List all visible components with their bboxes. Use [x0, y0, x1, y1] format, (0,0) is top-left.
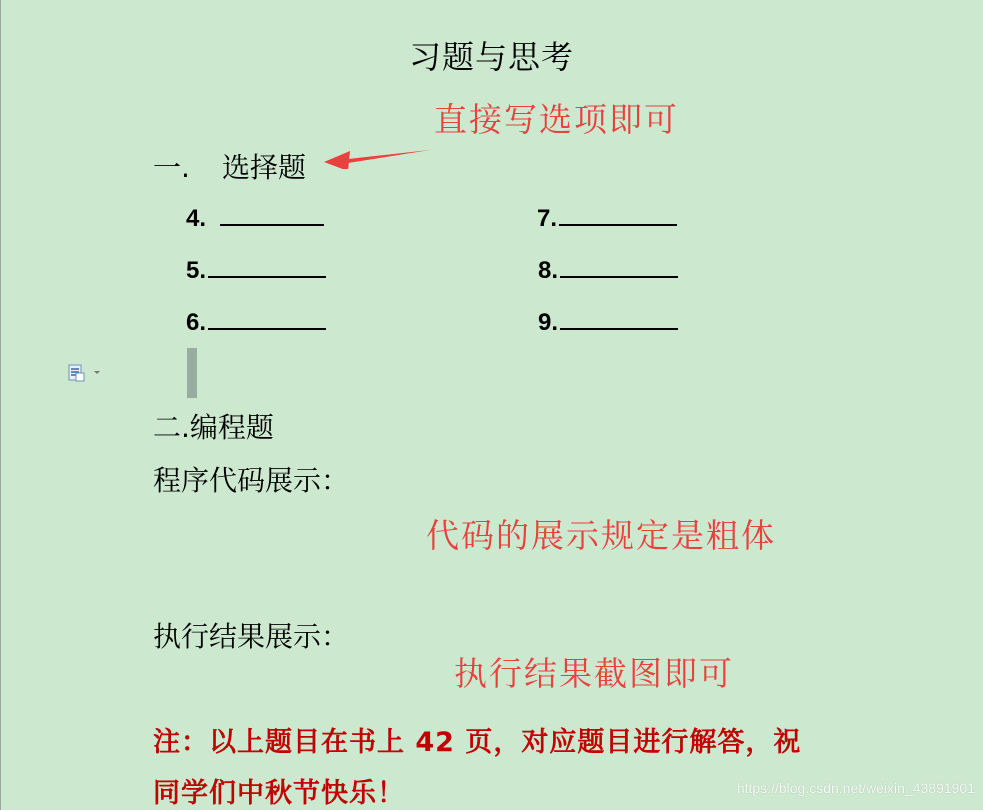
- arrow-annotation-icon: [318, 145, 434, 169]
- answer-7[interactable]: [537, 204, 677, 233]
- answer-blank[interactable]: [560, 256, 678, 278]
- answer-blank[interactable]: [559, 204, 677, 226]
- section1-number: 一.: [153, 151, 190, 184]
- answer-label: 5.: [186, 257, 207, 284]
- answer-label: 9.: [538, 309, 559, 336]
- paste-options-icon[interactable]: [68, 364, 100, 382]
- code-hint-annotation: 代码的展示规定是粗体: [426, 516, 776, 555]
- answer-blank[interactable]: [208, 256, 326, 278]
- answer-blank[interactable]: [220, 204, 324, 226]
- answer-9[interactable]: [538, 308, 678, 337]
- page-title: 习题与思考: [408, 38, 574, 76]
- answer-label: 4.: [186, 205, 207, 232]
- choice-hint-annotation: 直接写选项即可: [434, 100, 679, 139]
- answer-8[interactable]: [538, 256, 678, 285]
- answer-label: 6.: [186, 309, 207, 336]
- answer-label: 8.: [538, 257, 559, 284]
- answer-6[interactable]: [186, 308, 326, 337]
- answer-blank[interactable]: [560, 308, 678, 330]
- answer-5[interactable]: [186, 256, 326, 285]
- page-left-edge: [0, 0, 1, 810]
- answer-blank[interactable]: [208, 308, 326, 330]
- section1-heading: 选择题: [222, 151, 307, 184]
- watermark-url: https://blog.csdn.net/weixin_43891901: [736, 780, 975, 796]
- result-label: 执行结果展示：: [153, 620, 350, 653]
- section2-heading: 二.编程题: [153, 411, 274, 444]
- answer-label: 7.: [537, 205, 558, 232]
- result-hint-annotation: 执行结果截图即可: [454, 654, 734, 693]
- footnote-line2: 同学们中秋节快乐！: [153, 778, 405, 809]
- footnote-line1: 注：以上题目在书上 42 页，对应题目进行解答，祝: [153, 727, 802, 758]
- text-cursor: [187, 348, 197, 398]
- answer-4[interactable]: [186, 204, 324, 233]
- code-label: 程序代码展示：: [153, 464, 350, 497]
